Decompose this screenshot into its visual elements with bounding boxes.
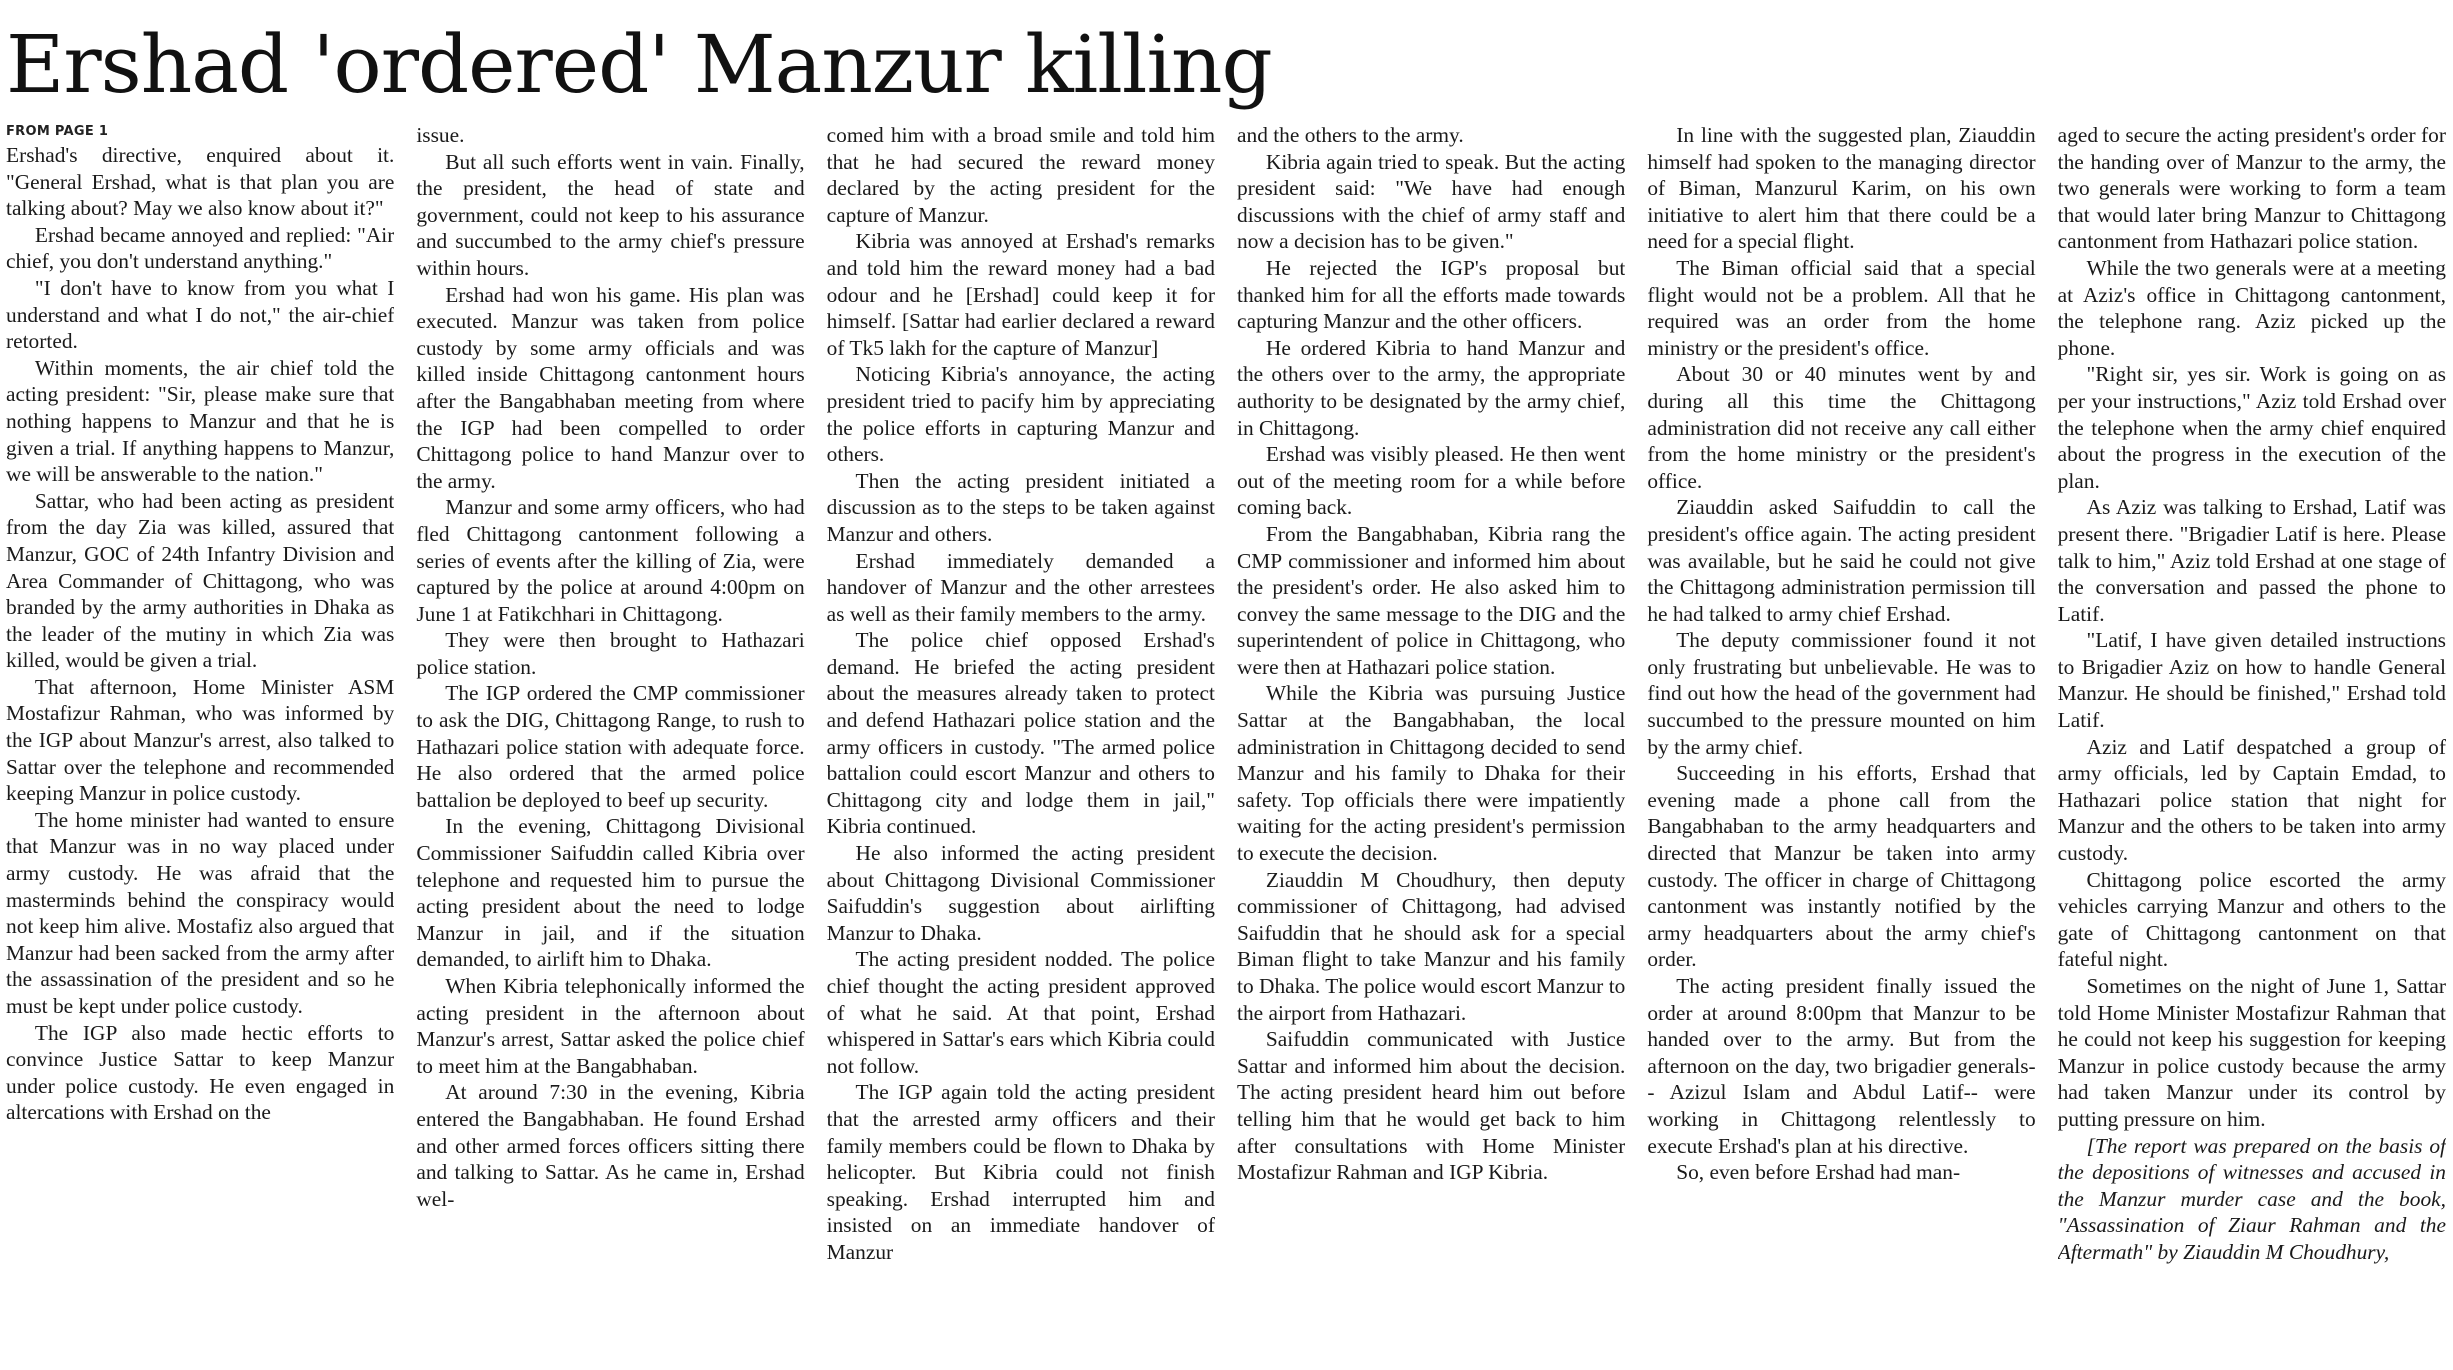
paragraph: The acting president finally issued the order at around 8:00pm that Manzur to be handed over to the army. But from the afternoon on the day, two brigadier generals-- Azizul Islam and Abdul Latif-- were working in Chittagong relentlessly to execute Ershad's plan at his directive. (1647, 974, 2036, 1158)
paragraph: They were then brought to Hathazari police station. (416, 628, 805, 679)
article-body (6, 122, 2446, 1367)
paragraph: He rejected the IGP's proposal but thanked him for all the efforts made towards capturing Manzur and the other officers. (1237, 255, 1626, 334)
source-note: [The report was prepared on the basis of the depositions of witnesses and accused in the Manzur murder case and the book, "Assassination of Ziaur Rahman and the Aftermath" by Ziauddin M Choudhury, (2057, 1133, 2446, 1264)
paragraph: Within moments, the air chief told the acting president: "Sir, please make sure that nothing happens to Manzur and that he is given a trial. If anything happens to Manzur, we will be answerable to the nation." (6, 355, 395, 487)
paragraph: Ershad had won his game. His plan was executed. Manzur was taken from police custody by some army officials and was killed inside Chittagong cantonment hours after the Bangabhaban meeting from where the IGP had been compelled to order Chittagong police to hand Manzur over to the army. (416, 282, 805, 493)
paragraph: He also informed the acting president about Chittagong Divisional Commissioner Saifuddin's suggestion about airlifting Manzur to Dhaka. (826, 841, 1215, 945)
paragraph: While the two generals were at a meeting at Aziz's office in Chittagong cantonment, the telephone rang. Aziz picked up the phone. (2057, 255, 2446, 360)
paragraph: and the others to the army. (1237, 123, 1464, 147)
paragraph: Aziz and Latif despatched a group of army officials, led by Captain Emdad, to Hathazari police station that night for Manzur and the others to be taken into army custody. (2057, 734, 2446, 866)
column-4 (1237, 122, 1625, 1367)
paragraph: The Biman official said that a special flight would not be a problem. All that he required was an order from the home ministry or the president's office. (1647, 255, 2036, 360)
paragraph: Ziauddin M Choudhury, then deputy commissioner of Chittagong, had advised Saifuddin that he should ask for a special Biman flight to take Manzur and his family to Dhaka. The police would escort Manzur to the airport from Hathazari. (1237, 867, 1626, 1025)
paragraph: Chittagong police escorted the army vehicles carrying Manzur and others to the gate of Chittagong cantonment on that fateful night. (2057, 867, 2446, 972)
paragraph: Noticing Kibria's annoyance, the acting president tried to pacify him by appreciating the police efforts in capturing Manzur and others. (826, 362, 1215, 467)
paragraph: "Latif, I have given detailed instructions to Brigadier Aziz on how to handle General Manzur. He should be finished," Ershad told Latif. (2057, 628, 2446, 733)
paragraph: The deputy commissioner found it not only frustrating but unbelievable. He was to find out how the head of the government had succumbed to the pressure mounted on him by the army chief. (1647, 628, 2036, 759)
paragraph: Succeeding in his efforts, Ershad that evening made a phone call from the Bangabhaban to the army headquarters and directed that Manzur be taken into army custody. The officer in charge of Chittagong cantonment was instantly notified by the army headquarters about the army chief's order. (1647, 761, 2036, 972)
paragraph: While the Kibria was pursuing Justice Sattar at the Bangabhaban, the local administration in Chittagong decided to send Manzur and his family to Dhaka for their safety. Top officials there were impatiently waiting for the acting president's permission to execute the decision. (1237, 681, 1626, 866)
paragraph: The police chief opposed Ershad's demand. He briefed the acting president about the measures already taken to protect and defend Hathazari police station and the army officers in custody. "The armed police battalion could escort Manzur and others to Chittagong city and lodge them in jail," Kibria continued. (826, 628, 1215, 839)
paragraph: At around 7:30 in the evening, Kibria entered the Bangabhaban. He found Ershad and other armed forces officers sitting there and talking to Sattar. As he came in, Ershad wel- (416, 1080, 805, 1211)
paragraph: Kibria was annoyed at Ershad's remarks and told him the reward money had a bad odour and he [Ershad] could keep it for himself. [Sattar had earlier declared a reward of Tk5 lakh for the capture of Manzur] (826, 229, 1215, 360)
headline: Ershad 'ordered' Manzur killing (6, 18, 1272, 111)
paragraph: issue. (416, 123, 465, 147)
paragraph: The home minister had wanted to ensure that Manzur was in no way placed under army custody. He was afraid that the masterminds behind the conspiracy would not keep him alive. Mostafiz also argued that Manzur had been sacked from the army after the assassination of the president and so he must be kept under police custody. (6, 807, 395, 1018)
paragraph: In the evening, Chittagong Divisional Commissioner Saifuddin called Kibria over telephone and requested him to pursue the acting president about the need to lodge Manzur in jail, and if the situation demanded, to airlift him to Dhaka. (416, 814, 805, 972)
paragraph: Kibria again tried to speak. But the acting president said: "We have had enough discussions with the chief of army staff and now a decision has to be given." (1237, 149, 1626, 254)
paragraph: In line with the suggested plan, Ziauddin himself had spoken to the managing director of Biman, Manzurul Karim, on his own initiative to alert him that there could be a need for a special flight. (1647, 123, 2036, 254)
paragraph: About 30 or 40 minutes went by and during all this time the Chittagong administration did not receive any call either from the home ministry or the president's office. (1647, 362, 2036, 493)
paragraph: Ershad was visibly pleased. He then went out of the meeting room for a while before coming back. (1237, 442, 1626, 520)
paragraph: As Aziz was talking to Ershad, Latif was present there. "Brigadier Latif is here. Please talk to him," Aziz told Ershad at one stage of the conversation and passed the phone to Latif. (2057, 495, 2446, 626)
paragraph: Sattar, who had been acting as president from the day Zia was killed, assured that Manzur, GOC of 24th Infantry Division and Area Commander of Chittagong, who was branded by the army authorities in Dhaka as the leader of the mutiny in which Zia was killed, would be given a trial. (6, 488, 395, 673)
paragraph: "I don't have to know from you what I understand and what I do not," the air-chief retorted. (6, 275, 395, 354)
paragraph: Then the acting president initiated a discussion as to the steps to be taken against Manzur and others. (826, 468, 1215, 546)
paragraph: Ziauddin asked Saifuddin to call the president's office again. The acting president was available, but he said he could not give the Chittagong administration permission till he had talked to army chief Ershad. (1647, 495, 2036, 626)
paragraph: Ershad immediately demanded a handover of Manzur and the other arrestees as well as their family members to the army. (826, 548, 1215, 626)
paragraph: The acting president nodded. The police chief thought the acting president approved of what he said. At that point, Ershad whispered in Sattar's ears which Kibria could not follow. (826, 947, 1215, 1078)
paragraph: comed him with a broad smile and told him that he had secured the reward money declared by the acting president for the capture of Manzur. (826, 123, 1215, 227)
column-3 (827, 122, 1215, 1367)
paragraph: "Right sir, yes sir. Work is going on as per your instructions," Aziz told Ershad over the telephone when the army chief enquired about the progress in the execution of the plan. (2057, 362, 2446, 493)
paragraph: But all such efforts went in vain. Finally, the president, the head of state and government, could not keep to his assurance and succumbed to the army chief's pressure within hours. (416, 149, 805, 280)
paragraph: Ershad's directive, enquired about it. "General Ershad, what is that plan you are talking about? May we also know about it?" (6, 143, 395, 221)
paragraph: Sometimes on the night of June 1, Sattar told Home Minister Mostafizur Rahman that he could not keep his suggestion for keeping Manzur in police custody because the army had taken Manzur under its control by putting pressure on him. (2057, 974, 2446, 1131)
paragraph: He ordered Kibria to hand Manzur and the others over to the army, the appropriate authority to be designated by the army chief, in Chittagong. (1237, 335, 1626, 440)
column-1 (6, 122, 394, 1367)
paragraph: Saifuddin communicated with Justice Sattar and informed him about the decision. The acting president heard him out before telling him that he would get back to him after consultations with Home Minister Mostafizur Rahman and IGP Kibria. (1237, 1027, 1626, 1185)
paragraph: From the Bangabhaban, Kibria rang the CMP commissioner and informed him about the president's order. He also asked him to convey the same message to the DIG and the superintendent of police in Chittagong, who were then at Hathazari police station. (1237, 521, 1626, 679)
column-5 (1647, 122, 2035, 1367)
paragraph: So, even before Ershad had man- (1676, 1160, 1961, 1185)
paragraph: Manzur and some army officers, who had fled Chittagong cantonment following a series of events after the killing of Zia, were captured by the police at around 4:00pm on June 1 at Fatikchhari in Chittagong. (416, 495, 805, 626)
paragraph: That afternoon, Home Minister ASM Mostafizur Rahman, who was informed by the IGP about Manzur's arrest, also talked to Sattar over the telephone and recommended keeping Manzur in police custody. (6, 674, 395, 806)
paragraph: The IGP again told the acting president that the arrested army officers and their family members could be flown to Dhaka by helicopter. But Kibria could not finish speaking. Ershad interrupted him and insisted on an immediate handover of Manzur (826, 1080, 1215, 1264)
column-2 (416, 122, 804, 1367)
paragraph: aged to secure the acting president's order for the handing over of Manzur to the army, the two generals were working to form a team that would later bring Manzur to Chittagong cantonment from Hathazari police station. (2057, 123, 2446, 254)
paragraph: Ershad became annoyed and replied: "Air chief, you don't understand anything." (6, 222, 395, 274)
paragraph: When Kibria telephonically informed the acting president in the afternoon about Manzur's arrest, Sattar asked the police chief to meet him at the Bangabhaban. (416, 974, 805, 1078)
column-6 (2058, 122, 2446, 1367)
paragraph: The IGP also made hectic efforts to convince Justice Sattar to keep Manzur under police custody. He even engaged in altercations with Ershad on the (6, 1020, 395, 1125)
from-page-label: FROM PAGE 1 (6, 124, 109, 139)
paragraph: The IGP ordered the CMP commissioner to ask the DIG, Chittagong Range, to rush to Hathazari police station with adequate force. He also ordered that the armed police battalion be deployed to beef up security. (416, 681, 805, 812)
